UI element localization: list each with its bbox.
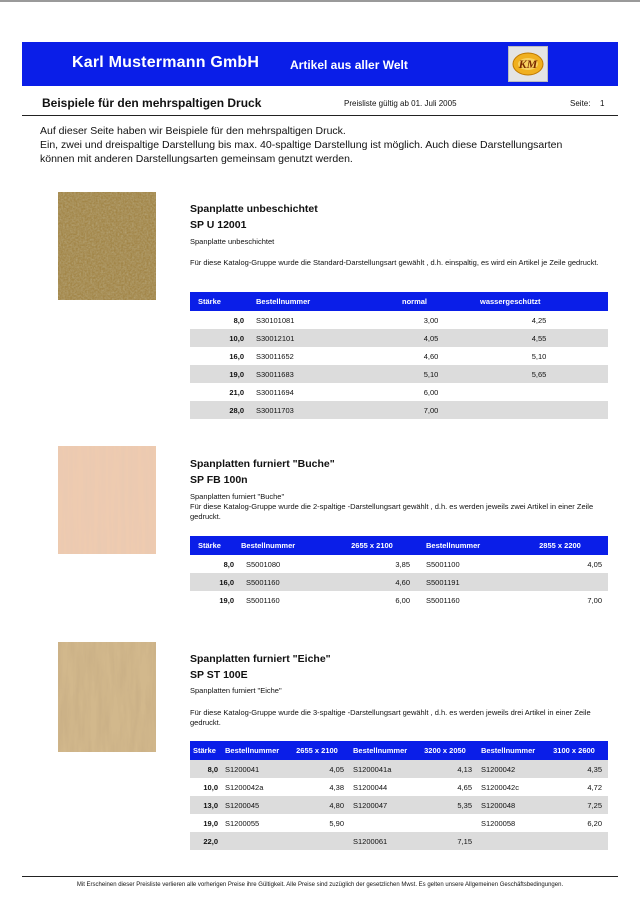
column-header: Bestellnummer — [350, 741, 412, 760]
company-logo — [508, 46, 548, 82]
cell-order-number: S30012101 — [248, 329, 392, 347]
cell-order-number: S30011652 — [248, 347, 392, 365]
cell-order-number — [350, 814, 412, 832]
cell-thickness: 19,0 — [190, 814, 222, 832]
cell-order-number: S1200041 — [222, 760, 284, 778]
table-row — [190, 401, 608, 419]
cell-order-number: S1200048 — [478, 796, 540, 814]
cell-price: 3,85 — [328, 555, 416, 573]
cell-order-number: S30101081 — [248, 311, 392, 329]
column-header: 2855 x 2200 — [512, 536, 608, 555]
table-row — [190, 796, 608, 814]
logo-text: KM — [518, 57, 538, 71]
beech-veneer-image — [58, 446, 156, 554]
cell-price: 5,90 — [284, 814, 350, 832]
top-border — [0, 0, 640, 2]
column-header: Stärke — [190, 292, 248, 311]
cell-price: 4,80 — [284, 796, 350, 814]
column-header: Stärke — [190, 741, 222, 760]
cell-order-number: S1200042a — [222, 778, 284, 796]
validity-note: Preisliste gültig ab 01. Juli 2005 — [344, 99, 457, 108]
cell-price — [512, 573, 608, 591]
cell-thickness: 8,0 — [190, 555, 238, 573]
table-row — [190, 329, 608, 347]
cell-thickness: 8,0 — [190, 311, 248, 329]
cell-price: 6,00 — [328, 591, 416, 609]
product-note: Für diese Katalog-Gruppe wurde die Standard-Darstellungsart gewählt , d.h. einspaltig, es wird ein Artikel je Zeile gedruckt. — [190, 258, 599, 267]
cell-order-number: S1200047 — [350, 796, 412, 814]
column-header: 2655 x 2100 — [284, 741, 350, 760]
intro-text — [40, 124, 600, 166]
price-table — [190, 741, 608, 850]
column-header: Bestellnummer — [222, 741, 284, 760]
footer-disclaimer: Mit Erscheinen dieser Preisliste verlieren alle vorherigen Preise ihre Gültigkeit. Alle Preise sind zuzüglich der gesetzlichen Mwst. Es gelten unsere Allgemeinen Geschäftsbedingungen. — [76, 882, 564, 888]
page-number: 1 — [600, 99, 605, 108]
page-title: Beispiele für den mehrspaltigen Druck — [42, 96, 262, 110]
cell-price: 4,13 — [412, 760, 478, 778]
cell-thickness: 16,0 — [190, 347, 248, 365]
cell-price: 5,35 — [412, 796, 478, 814]
cell-order-number: S1200061 — [350, 832, 412, 850]
table-row — [190, 591, 608, 609]
cell-order-number: S30011683 — [248, 365, 392, 383]
cell-price: 4,35 — [540, 760, 608, 778]
cell-price: 4,05 — [392, 329, 470, 347]
table-row — [190, 778, 608, 796]
cell-order-number: S1200042c — [478, 778, 540, 796]
column-header: 2655 x 2100 — [328, 536, 416, 555]
intro-line: können mit anderen Darstellungsarten gemeinsam genutzt werden. — [40, 153, 353, 165]
company-slogan: Artikel aus aller Welt — [290, 58, 408, 72]
column-header: wassergeschützt — [470, 292, 608, 311]
chipboard-image — [58, 192, 156, 300]
column-header: 3100 x 2600 — [540, 741, 608, 760]
table-header-row — [190, 536, 608, 555]
cell-order-number: S5001191 — [416, 573, 512, 591]
cell-order-number — [222, 832, 284, 850]
column-header: Bestellnummer — [416, 536, 512, 555]
intro-line: Auf dieser Seite haben wir Beispiele für den mehrspaltigen Druck. — [40, 125, 346, 137]
cell-order-number: S5001160 — [416, 591, 512, 609]
subheader — [22, 96, 618, 114]
cell-price — [540, 832, 608, 850]
cell-price — [470, 401, 608, 419]
cell-thickness: 8,0 — [190, 760, 222, 778]
cell-order-number: S5001160 — [238, 573, 328, 591]
table-row — [190, 555, 608, 573]
table-row — [190, 365, 608, 383]
product-description: Spanplatten furniert "Buche" — [190, 492, 285, 501]
cell-price: 5,10 — [470, 347, 608, 365]
cell-price: 4,72 — [540, 778, 608, 796]
cell-order-number: S1200055 — [222, 814, 284, 832]
cell-order-number: S1200045 — [222, 796, 284, 814]
table-row — [190, 573, 608, 591]
cell-thickness: 13,0 — [190, 796, 222, 814]
cell-price — [284, 832, 350, 850]
product-note: Für diese Katalog-Gruppe wurde die 3-spaltige -Darstellungsart gewählt , d.h. es werden jeweils drei Artikel in einer Zeile gedruckt. — [190, 708, 591, 727]
cell-price: 4,05 — [512, 555, 608, 573]
cell-price: 4,25 — [470, 311, 608, 329]
cell-price: 3,00 — [392, 311, 470, 329]
table-header-row — [190, 741, 608, 760]
cell-price: 6,00 — [392, 383, 470, 401]
cell-price: 4,60 — [392, 347, 470, 365]
product-title: Spanplatten furniert "Buche" — [190, 458, 335, 470]
cell-order-number: S5001160 — [238, 591, 328, 609]
header-divider — [22, 115, 618, 116]
cell-price: 6,20 — [540, 814, 608, 832]
cell-price: 4,60 — [328, 573, 416, 591]
column-header: normal — [392, 292, 470, 311]
cell-thickness: 28,0 — [190, 401, 248, 419]
price-table — [190, 536, 608, 609]
cell-order-number: S1200044 — [350, 778, 412, 796]
column-header: Stärke — [190, 536, 238, 555]
cell-thickness: 22,0 — [190, 832, 222, 850]
product-description: Spanplatten furniert "Eiche" — [190, 686, 282, 695]
table-row — [190, 832, 608, 850]
footer-divider — [22, 876, 618, 877]
cell-order-number: S5001100 — [416, 555, 512, 573]
oak-veneer-image — [58, 642, 156, 752]
table-row — [190, 347, 608, 365]
cell-price: 4,38 — [284, 778, 350, 796]
product-note: Für diese Katalog-Gruppe wurde die 2-spaltige -Darstellungsart gewählt , d.h. es werden jeweils zwei Artikel in einer Zeile gedruckt. — [190, 502, 594, 521]
table-row — [190, 814, 608, 832]
cell-order-number: S1200058 — [478, 814, 540, 832]
cell-price: 5,65 — [470, 365, 608, 383]
cell-thickness: 19,0 — [190, 365, 248, 383]
header-banner — [22, 42, 618, 86]
product-description: Spanplatte unbeschichtet — [190, 237, 275, 246]
product-code: SP U 12001 — [190, 219, 247, 231]
cell-order-number: S30011694 — [248, 383, 392, 401]
cell-order-number: S1200041a — [350, 760, 412, 778]
cell-thickness: 21,0 — [190, 383, 248, 401]
column-header: Bestellnummer — [238, 536, 328, 555]
cell-price: 7,00 — [392, 401, 470, 419]
cell-order-number: S5001080 — [238, 555, 328, 573]
table-row — [190, 383, 608, 401]
table-row — [190, 760, 608, 778]
product-code: SP ST 100E — [190, 669, 248, 681]
cell-price: 5,10 — [392, 365, 470, 383]
company-name: Karl Mustermann GmbH — [72, 54, 260, 71]
cell-price: 7,25 — [540, 796, 608, 814]
column-header: Bestellnummer — [478, 741, 540, 760]
product-title: Spanplatten furniert "Eiche" — [190, 653, 331, 665]
price-table — [190, 292, 608, 419]
cell-price: 7,15 — [412, 832, 478, 850]
cell-price — [470, 383, 608, 401]
cell-thickness: 19,0 — [190, 591, 238, 609]
cell-thickness: 16,0 — [190, 573, 238, 591]
intro-line: Ein, zwei und dreispaltige Darstellung bis max. 40-spaltige Darstellung ist möglich. Auch diese Darstellungsarten — [40, 139, 563, 151]
cell-price: 4,65 — [412, 778, 478, 796]
product-code: SP FB 100n — [190, 474, 248, 486]
table-header-row — [190, 292, 608, 311]
cell-order-number — [478, 832, 540, 850]
page-label: Seite: — [570, 99, 591, 108]
cell-price: 4,55 — [470, 329, 608, 347]
column-header: Bestellnummer — [248, 292, 392, 311]
cell-thickness: 10,0 — [190, 329, 248, 347]
cell-price — [412, 814, 478, 832]
cell-thickness: 10,0 — [190, 778, 222, 796]
cell-price: 4,05 — [284, 760, 350, 778]
cell-order-number: S1200042 — [478, 760, 540, 778]
cell-price: 7,00 — [512, 591, 608, 609]
product-title: Spanplatte unbeschichtet — [190, 203, 318, 215]
table-row — [190, 311, 608, 329]
column-header: 3200 x 2050 — [412, 741, 478, 760]
cell-order-number: S30011703 — [248, 401, 392, 419]
